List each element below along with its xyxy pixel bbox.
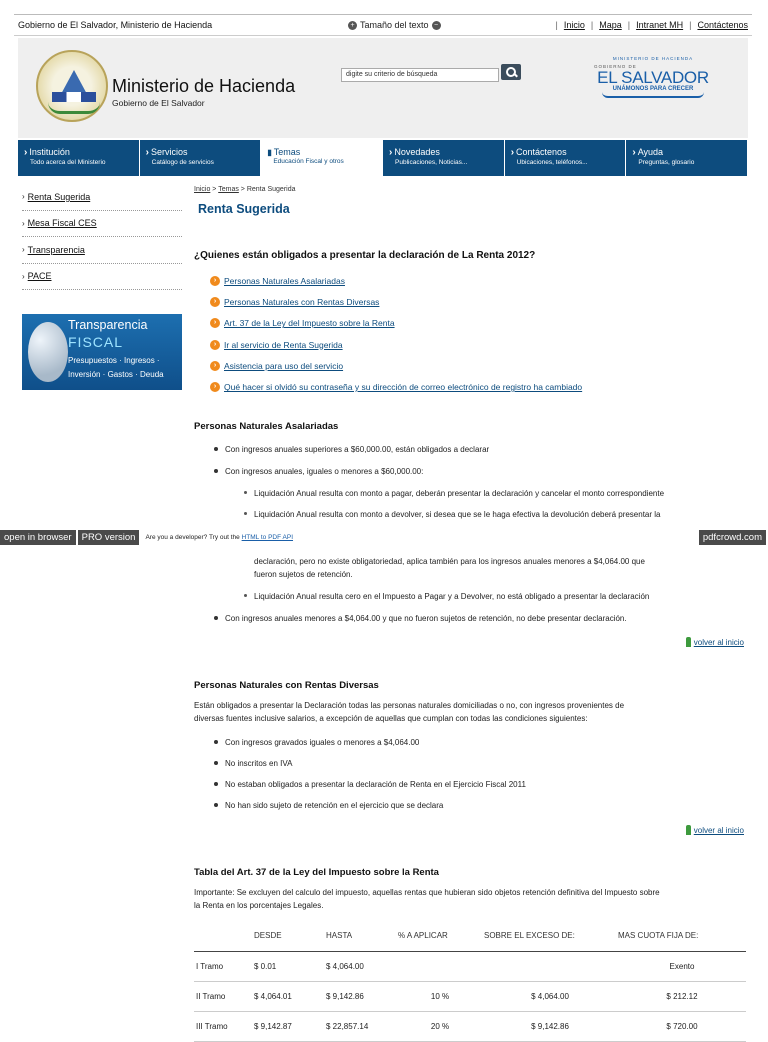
bullet-icon — [214, 761, 218, 765]
bullet-icon — [214, 740, 218, 744]
breadcrumb-current: Renta Sugerida — [246, 186, 296, 193]
breadcrumb-temas[interactable]: Temas — [218, 186, 239, 193]
table-header: MAS CUOTA FIJA DE: — [616, 921, 746, 951]
bullet-icon — [214, 803, 218, 807]
chevron-right-icon: › — [145, 147, 150, 158]
nav-contactenos[interactable]: › Contáctenos Ubicaciones, teléfonos... — [505, 140, 627, 176]
list-item — [210, 291, 582, 312]
list-item — [210, 313, 582, 334]
link-inicio[interactable]: Inicio — [563, 20, 585, 30]
paragraph: Importante: Se excluyen del calculo del impuesto, aquellas rentas que hubieran sido objetos retención definitiva del Impuesto sobre la Renta en los porcentajes Legales. — [194, 888, 660, 910]
national-seal-logo — [36, 50, 108, 122]
bullet-arrow-icon: › — [22, 271, 25, 281]
list-item — [210, 355, 582, 376]
link-rentas-diversas[interactable]: Personas Naturales con Rentas Diversas — [224, 296, 380, 307]
pdfcrowd-brand-link[interactable]: pdfcrowd.com — [699, 530, 766, 545]
nav-temas[interactable]: ▮ Temas Educación Fiscal y otros — [261, 140, 383, 176]
orange-arrow-icon: › — [210, 297, 220, 307]
bullet-arrow-icon: › — [22, 192, 25, 202]
list-item: Liquidación Anual resulta con monto a pagar, deberán presentar la declaración y cancelar el monto correspondiente — [244, 489, 664, 498]
quick-links — [210, 270, 582, 398]
table-header: SOBRE EL EXCESO DE: — [482, 921, 616, 951]
bullet-icon — [214, 447, 218, 451]
orange-arrow-icon: › — [210, 382, 220, 392]
utility-links: | Inicio | Mapa | Intranet MH | Contáctenos — [555, 20, 748, 30]
sidebar-item-renta-sugerida[interactable]: › Renta Sugerida — [22, 184, 182, 211]
breadcrumb-inicio[interactable]: Inicio — [194, 186, 211, 193]
paragraph: Están obligados a presentar la Declaración todas las personas naturales domiciliadas o no, con ingresos provenientes de diversas fuentes inclusive salarios, a excepción de aquellas que cumplan con todas las condiciones siguientes: — [194, 701, 625, 723]
link-intranet[interactable]: Intranet MH — [636, 20, 684, 30]
bullet-icon — [214, 469, 218, 473]
nav-institucion[interactable]: › Institución Todo acerca del Ministerio — [18, 140, 140, 176]
list-item — [210, 270, 582, 291]
increase-text-icon[interactable]: + — [348, 21, 357, 30]
link-renta-sugerida-servicio[interactable]: Ir al servicio de Renta Sugerida — [224, 339, 343, 350]
bullet-arrow-icon: › — [22, 218, 25, 228]
sidebar-item-transparencia[interactable]: › Transparencia — [22, 237, 182, 264]
page-title: Renta Sugerida — [198, 202, 290, 216]
link-olvido-contrasena[interactable]: Qué hacer si olvidó su contraseña y su dirección de correo electrónico de registro ha cambiado — [224, 382, 583, 393]
site-subtitle: Gobierno de El Salvador — [112, 98, 205, 108]
pdfcrowd-bar — [0, 529, 768, 546]
table-row: III Tramo $ 9,142.87 $ 22,857.14 20 % $ 9,142.86 $ 720.00 — [194, 1011, 746, 1041]
nav-novedades[interactable]: › Novedades Publicaciones, Noticias... — [383, 140, 505, 176]
sidebar — [22, 184, 182, 379]
government-label: Gobierno de El Salvador, Ministerio de Hacienda — [18, 20, 213, 30]
table-header — [194, 921, 252, 951]
back-to-top-link[interactable]: volver al inicio — [686, 637, 744, 647]
table-row: II Tramo $ 4,064.01 $ 9,142.86 10 % $ 4,064.00 $ 212.12 — [194, 981, 746, 1011]
chevron-right-icon: › — [389, 147, 393, 158]
chevron-right-icon: › — [510, 147, 515, 158]
link-contactenos[interactable]: Contáctenos — [697, 20, 748, 30]
list-item — [210, 334, 582, 355]
section-title-asalariadas: Personas Naturales Asalariadas — [194, 421, 339, 432]
section-title-rentas-diversas: Personas Naturales con Rentas Diversas — [194, 680, 379, 691]
table-header: % A APLICAR — [396, 921, 482, 951]
search-button[interactable] — [501, 64, 521, 80]
nav-ayuda[interactable]: › Ayuda Preguntas, glosario — [626, 140, 748, 176]
link-asalariadas[interactable]: Personas Naturales Asalariadas — [224, 275, 345, 286]
bullet-icon — [214, 616, 218, 620]
arrow-up-icon — [686, 637, 691, 647]
main-nav — [18, 140, 748, 176]
main-content — [194, 184, 750, 393]
el-salvador-logo: MINISTERIO DE HACIENDA GOBIERNO DE EL SALVADOR UNÁMONOS PARA CRECER — [588, 56, 718, 116]
tax-table — [194, 921, 746, 1042]
site-title[interactable]: Ministerio de Hacienda — [112, 76, 296, 96]
site-header — [18, 38, 748, 138]
bullet-icon — [244, 491, 247, 494]
list-item — [210, 376, 582, 397]
link-mapa[interactable]: Mapa — [599, 20, 622, 30]
sidebar-item-mesa-fiscal[interactable]: › Mesa Fiscal CES — [22, 211, 182, 238]
transparencia-fiscal-banner[interactable]: Transparencia FISCAL Presupuestos · Ingresos · Inversión · Gastos · Deuda — [22, 314, 182, 390]
list-item: Con ingresos anuales superiores a $60,000.00, están obligados a declarar — [214, 445, 489, 454]
sidebar-item-pace[interactable]: › PACE — [22, 264, 182, 291]
list-item: Liquidación Anual resulta cero en el Impuesto a Pagar y a Devolver, no está obligado a presentar la declaración — [244, 592, 649, 601]
nav-servicios[interactable]: › Servicios Catálogo de servicios — [140, 140, 262, 176]
arrow-up-icon — [686, 825, 691, 835]
list-item: Con ingresos anuales, iguales o menores a $60,000.00: — [214, 467, 423, 476]
table-header: HASTA — [324, 921, 396, 951]
orange-arrow-icon: › — [210, 340, 220, 350]
developer-note: Are you a developer? Try out the HTML to PDF API — [145, 534, 294, 541]
list-item: Con ingresos anuales menores a $4,064.00 y que no fueron sujetos de retención, no debe presentar declaración. — [214, 614, 627, 623]
breadcrumb: Inicio > Temas > Renta Sugerida — [194, 186, 296, 193]
active-marker-icon: ▮ — [267, 148, 272, 157]
html-to-pdf-link[interactable]: HTML to PDF API — [241, 534, 294, 541]
list-item: Liquidación Anual resulta con monto a devolver, si desea que se le haga efectiva la devolución deberá presentar la — [244, 510, 661, 519]
list-item: Con ingresos gravados iguales o menores a $4,064.00 — [214, 738, 419, 747]
list-item: No inscritos en IVA — [214, 759, 292, 768]
pro-version-button[interactable]: PRO version — [78, 530, 140, 545]
table-header: DESDE — [252, 921, 324, 951]
bullet-icon — [214, 782, 218, 786]
text-size-label: Tamaño del texto — [360, 20, 429, 30]
table-row: I Tramo $ 0.01 $ 4,064.00 Exento — [194, 951, 746, 981]
list-item: No estaban obligados a presentar la declaración de Renta en el Ejercicio Fiscal 2011 — [214, 780, 526, 789]
table-header-row — [194, 921, 746, 951]
list-item-continuation: declaración, pero no existe obligatoriedad, aplica también para los ingresos anuales menores a $4,064.00 que — [254, 557, 645, 566]
orange-arrow-icon: › — [210, 276, 220, 286]
question-heading: ¿Quienes están obligados a presentar la declaración de La Renta 2012? — [194, 250, 536, 261]
text-size-control — [348, 20, 556, 30]
orange-arrow-icon: › — [210, 361, 220, 371]
bullet-icon — [244, 512, 247, 515]
search-input[interactable]: digite su criterio de búsqueda — [341, 68, 499, 82]
list-item: No han sido sujeto de retención en el ejercicio que se declara — [214, 801, 443, 810]
top-bar — [14, 14, 752, 36]
chevron-right-icon: › — [632, 147, 636, 158]
chevron-right-icon: › — [24, 147, 28, 158]
list-item-continuation: fueron sujetos de retención. — [254, 570, 353, 579]
back-to-top-link[interactable]: volver al inicio — [686, 825, 744, 835]
link-art-37[interactable]: Art. 37 de la Ley del Impuesto sobre la Renta — [224, 318, 395, 329]
globe-icon — [28, 322, 68, 382]
bullet-icon — [244, 594, 247, 597]
section-title-tabla: Tabla del Art. 37 de la Ley del Impuesto sobre la Renta — [194, 867, 439, 878]
decrease-text-icon[interactable]: − — [432, 21, 441, 30]
bullet-arrow-icon: › — [22, 245, 25, 255]
link-asistencia[interactable]: Asistencia para uso del servicio — [224, 360, 344, 371]
open-in-browser-button[interactable]: open in browser — [0, 530, 76, 545]
orange-arrow-icon: › — [210, 318, 220, 328]
